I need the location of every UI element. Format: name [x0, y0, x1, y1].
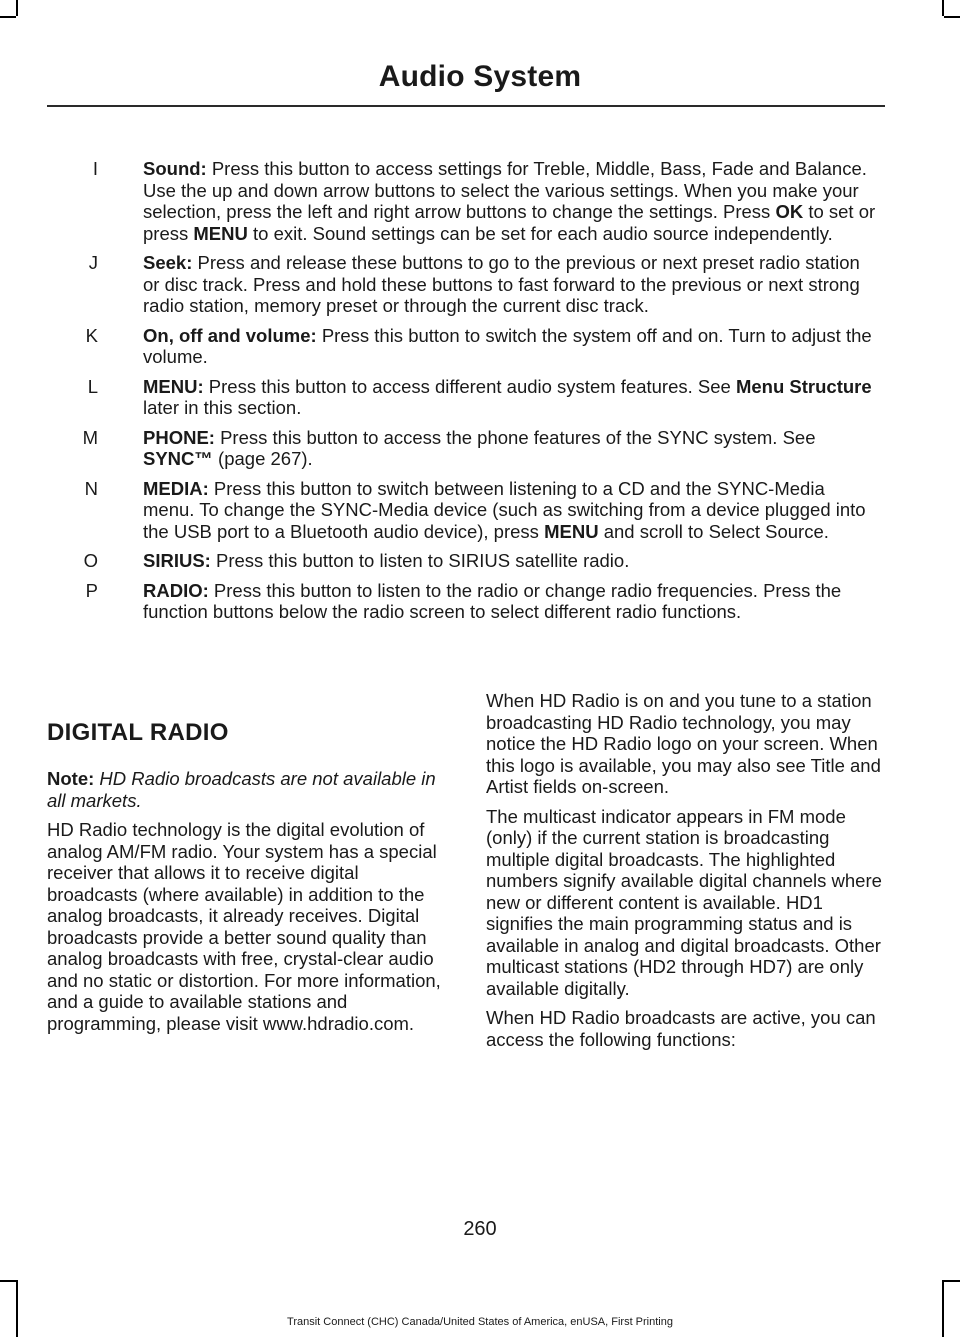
page-title: Audio System	[378, 60, 582, 93]
crop-mark	[944, 16, 960, 18]
item-letter: P	[85, 579, 98, 601]
item-letter: L	[87, 375, 98, 397]
crop-mark	[16, 1280, 18, 1337]
item-description: SIRIUS: Press this button to listen to SIRIUS satellite radio.	[143, 550, 630, 571]
list-item	[0, 427, 960, 470]
right-column	[486, 690, 882, 1058]
crop-mark	[944, 1280, 960, 1282]
item-letter: M	[82, 426, 98, 448]
note: Note: HD Radio broadcasts are not available in all markets.	[47, 768, 436, 811]
item-description: Sound: Press this button to access settings for Treble, Middle, Bass, Fade and Balance. Use the up and down arrow buttons to select the various settings. When you make your selection, press the left and right arrow buttons to change the settings. Press OK to set or press MENU to exit. Sound settings can be set for each audio source independently.	[143, 158, 876, 244]
item-description: MENU: Press this button to access different audio system features. See Menu Structure later in this section.	[143, 375, 872, 418]
crop-mark	[942, 0, 944, 16]
crop-mark	[942, 1280, 944, 1337]
title-divider	[47, 105, 885, 107]
paragraph: The multicast indicator appears in FM mode (only) if the current station is broadcasting multiple digital broadcasts. The highlighted numbers signify available digital channels where new or different content is available. HD1 signifies the main programming status and is available in analog and digital broadcasts. Other multicast stations (HD2 through HD7) are only available digitally.	[486, 805, 882, 999]
list-item	[0, 550, 960, 572]
item-letter: J	[88, 252, 98, 273]
paragraph: When HD Radio broadcasts are active, you can access the following functions:	[486, 1007, 876, 1050]
section-heading: DIGITAL RADIO	[47, 719, 229, 746]
button-descriptions	[0, 158, 960, 631]
item-description: PHONE: Press this button to access the phone features of the SYNC system. See SYNC™ (page 267).	[143, 426, 816, 469]
paragraph: When HD Radio is on and you tune to a station broadcasting HD Radio technology, you may notice the HD Radio logo on your screen. When this logo is available, you may also see Title and Artist fields on-screen.	[486, 690, 881, 797]
crop-mark	[0, 1280, 16, 1282]
item-letter: I	[92, 158, 98, 179]
item-description: MEDIA: Press this button to switch between listening to a CD and the SYNC-Media menu. To change the SYNC-Media device (such as switching from a device plugged into the USB port to a Bluetooth audio device), press MENU and scroll to Select Source.	[143, 477, 866, 542]
left-column	[47, 718, 449, 1042]
item-description: Seek: Press and release these buttons to go to the previous or next preset radio station or disc track. Press and hold these buttons to fast forward to the previous or next strong radio station, memory preset or through the current disc track.	[143, 252, 860, 316]
crop-mark	[16, 0, 18, 16]
list-item	[0, 252, 960, 317]
list-item	[0, 478, 960, 543]
footer-text: Transit Connect (CHC) Canada/United States of America, enUSA, First Printing	[287, 1316, 673, 1328]
item-letter: N	[84, 477, 98, 499]
list-item	[0, 580, 960, 623]
page-number: 260	[463, 1218, 497, 1240]
item-description: On, off and volume: Press this button to switch the system off and on. Turn to adjust the volume.	[143, 324, 872, 367]
crop-mark	[0, 16, 16, 18]
item-description: RADIO: Press this button to listen to the radio or change radio frequencies. Press the function buttons below the radio screen to select different radio functions.	[143, 579, 842, 622]
list-item	[0, 325, 960, 368]
paragraph: HD Radio technology is the digital evolution of analog AM/FM radio. Your system has a special receiver that allows it to receive digital broadcasts (where available) in addition to the analog broadcasts, it already receives. Digital broadcasts provide a better sound quality than analog broadcasts with free, crystal-clear audio and no static or distortion. For more information, and a guide to available stations and programming, please visit www.hdradio.com.	[47, 819, 441, 1034]
item-letter: O	[83, 550, 98, 571]
list-item	[0, 158, 960, 244]
item-letter: K	[85, 324, 98, 346]
list-item	[0, 376, 960, 419]
